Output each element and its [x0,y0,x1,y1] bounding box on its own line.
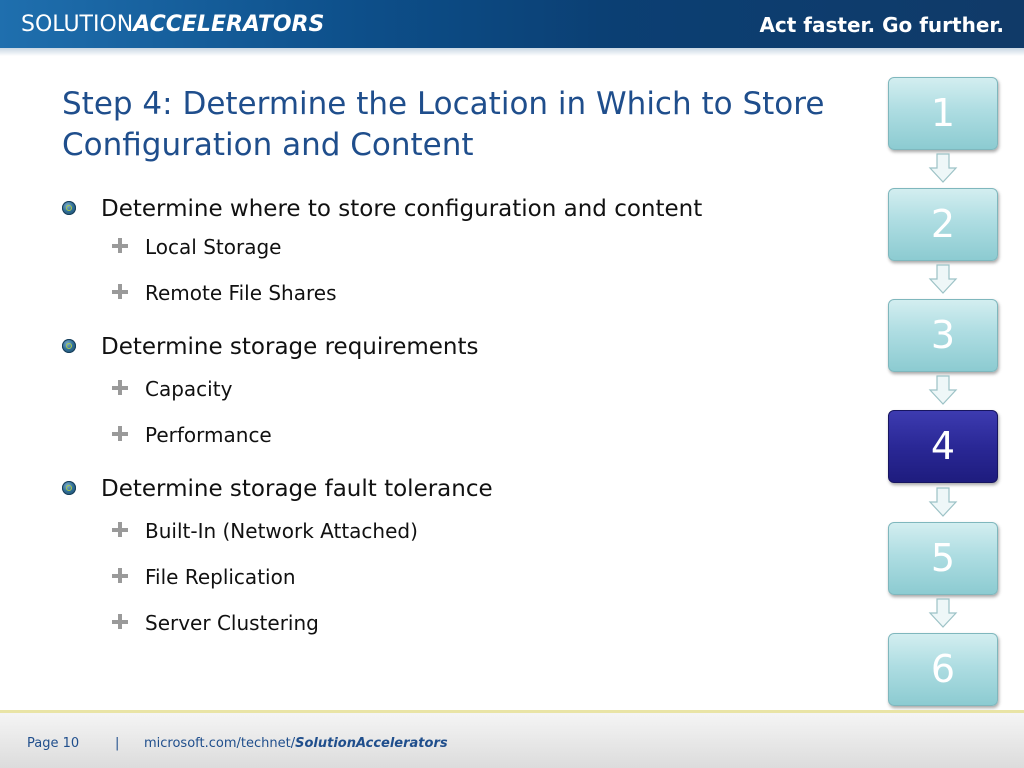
step-number: 1 [930,91,956,135]
brand-logo-part2: ACCELERATORS [133,12,325,37]
plus-icon [111,613,129,631]
footer-url-domain: microsoft.com/technet/ [144,736,296,751]
sub-bullet-text: Built-In (Network Attached) [145,519,418,543]
down-arrow-icon [928,487,958,517]
bullet-list [60,190,860,652]
step-number: 3 [930,313,956,357]
sub-bullet-text: File Replication [145,565,296,589]
step-number: 5 [930,536,956,580]
step-number: 2 [930,202,956,246]
bullet-text: Determine storage requirements [101,334,479,360]
slide-title: Step 4: Determine the Location in Which to Store Configuration and Content [62,86,825,163]
sub-bullet-item [60,514,860,560]
step-box-6 [888,633,998,706]
bullet-item [60,328,860,368]
plus-icon [111,425,129,443]
sub-bullet-text: Capacity [145,377,233,401]
bullet-icon [62,201,76,215]
step-box-2 [888,188,998,261]
brand-logo [21,9,324,40]
plus-icon [111,521,129,539]
down-arrow-icon [928,153,958,183]
sub-bullet-item [60,418,860,464]
footer-rule [0,710,1024,713]
sub-bullet-item [60,372,860,418]
step-box-1 [888,77,998,150]
sub-bullet-item [60,560,860,606]
bullet-icon [62,481,76,495]
plus-icon [111,567,129,585]
step-number: 4 [930,424,956,468]
down-arrow-icon [928,375,958,405]
plus-icon [111,283,129,301]
step-number: 6 [930,647,956,691]
step-navigator [888,77,1000,709]
bullet-text: Determine storage fault tolerance [101,476,493,502]
footer-separator: | [115,736,120,751]
sub-bullet-item [60,230,860,276]
sub-bullet-text: Performance [145,423,272,447]
bullet-item [60,470,860,510]
down-arrow-icon [928,598,958,628]
step-box-3 [888,299,998,372]
step-box-5 [888,522,998,595]
sub-bullet-item [60,276,860,322]
sub-bullet-text: Local Storage [145,235,282,259]
bullet-text: Determine where to store configuration and content [101,196,703,222]
brand-logo-part1: SOLUTION [21,12,134,37]
footer-url[interactable] [144,735,448,753]
bullet-item [60,190,860,230]
sub-bullet-text: Server Clustering [145,611,319,635]
bullet-icon [62,339,76,353]
down-arrow-icon [928,264,958,294]
sub-bullet-item [60,606,860,652]
footer-url-path: SolutionAccelerators [295,736,448,751]
header-rule [0,48,1024,56]
plus-icon [111,379,129,397]
sub-bullet-text: Remote File Shares [145,281,337,305]
tagline: Act faster. Go further. [759,13,1004,37]
step-box-4-current [888,410,998,483]
page-number: Page 10 [27,736,80,751]
plus-icon [111,237,129,255]
